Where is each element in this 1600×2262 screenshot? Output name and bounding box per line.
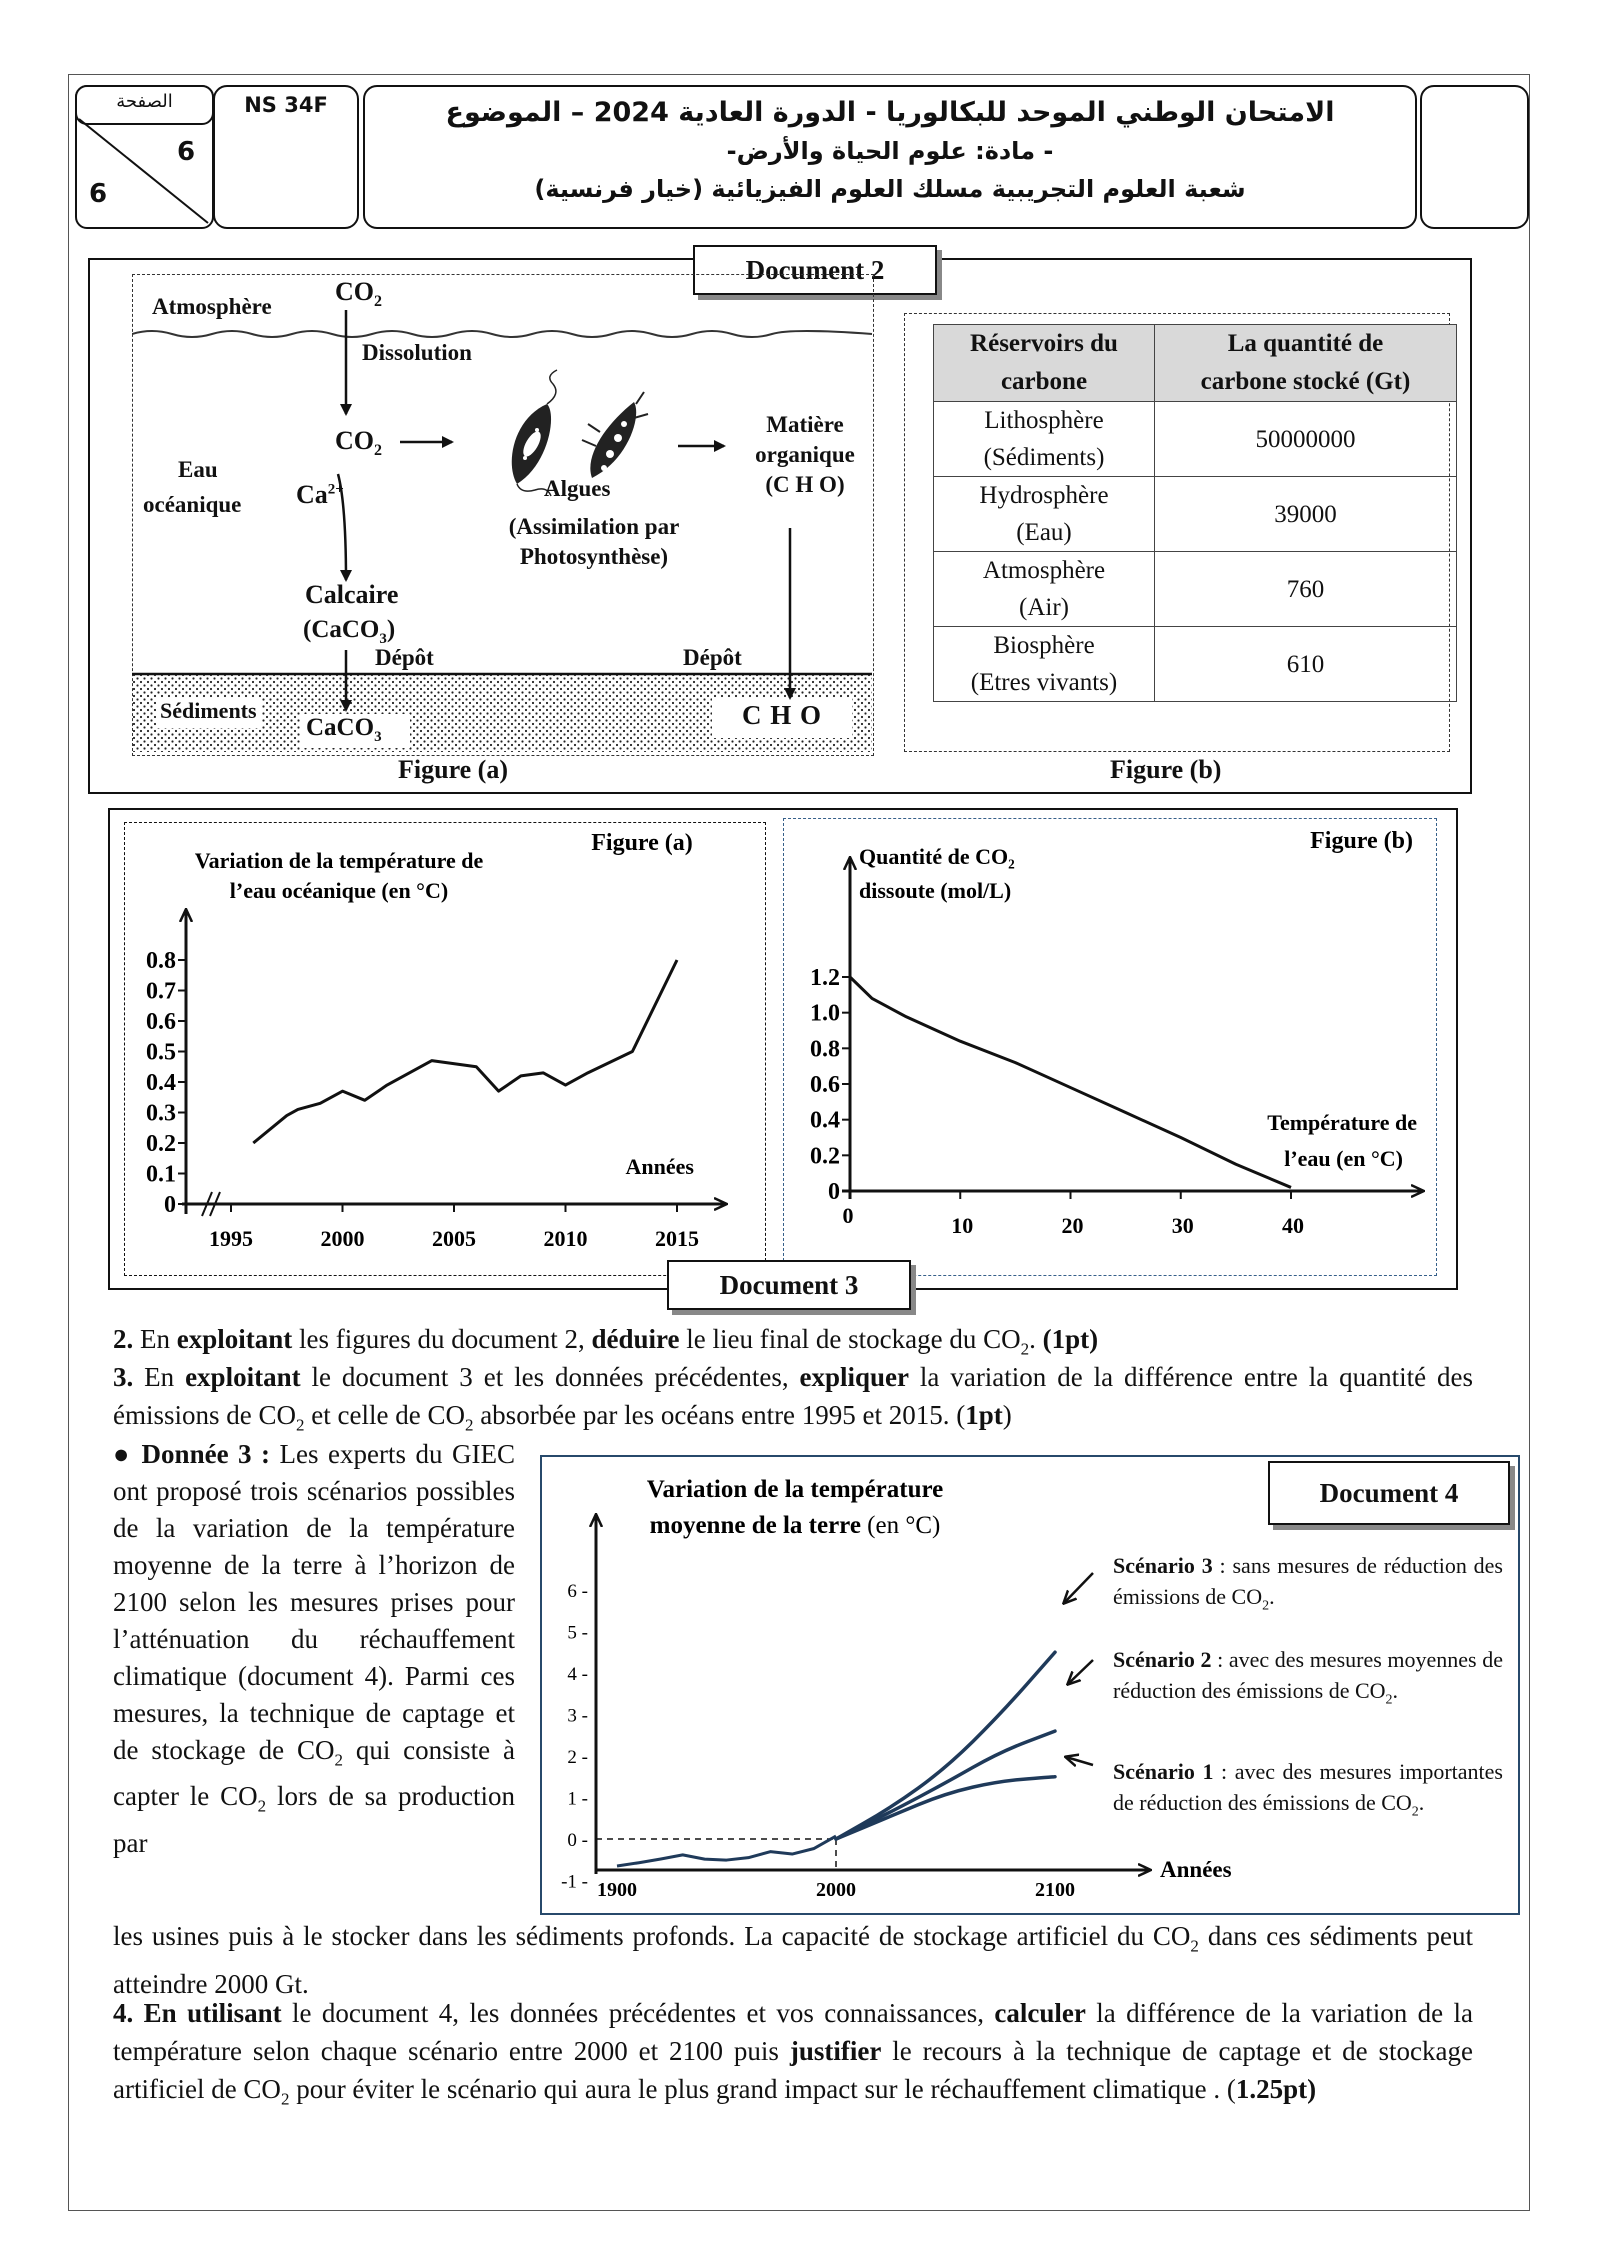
figure-caption: Figure (b) bbox=[1310, 828, 1413, 854]
doc2-figure-b-caption: Figure (b) bbox=[1110, 755, 1222, 784]
history-series-line bbox=[617, 1836, 836, 1866]
figure-caption: Figure (a) bbox=[591, 830, 693, 856]
scenario-3-line bbox=[836, 1652, 1055, 1839]
empty-corner-box bbox=[1420, 85, 1529, 229]
y-tick-label: 0.4 bbox=[810, 1107, 840, 1134]
title-line-2: - مادة: علوم الحياة والأرض- bbox=[726, 137, 1054, 165]
question-3: 3. En exploitant le document 3 et les données précédentes, expliquer la variation de la différence entre la quantité des émissions de $CO_2$ et celle de $CO_2$ absorbée par les océans entre 1995 et 2015. (1pt) bbox=[113, 1362, 1473, 1435]
table-row bbox=[934, 402, 1457, 477]
y-tick-label: 0.8 bbox=[810, 1036, 840, 1063]
x-tick-label: 2000 bbox=[320, 1226, 365, 1251]
scenario-1-line bbox=[836, 1777, 1055, 1839]
label-co2-mid: $CO_2$ bbox=[335, 426, 382, 460]
y-tick-label: 0.6 bbox=[146, 1009, 176, 1035]
y-tick-label: 0 bbox=[164, 1192, 176, 1218]
y-tick-label: 0 bbox=[828, 1179, 840, 1205]
label-atmosphere: Atmosphère bbox=[152, 294, 272, 319]
y-tick-label: 0.1 bbox=[146, 1161, 176, 1188]
scenario-3-text: Scénario 3 : sans mesures de réduction des émissions de $CO_2$. bbox=[1113, 1553, 1503, 1614]
doc3-chart-a bbox=[124, 822, 764, 1277]
x-tick-label: 2000 bbox=[816, 1879, 856, 1901]
page-current: 6 bbox=[177, 137, 196, 167]
y-tick-label: 0 - bbox=[567, 1830, 588, 1851]
algae-icon-2 bbox=[582, 392, 648, 478]
label-organique: organique bbox=[755, 442, 855, 467]
y-tick-label: 0.5 bbox=[146, 1039, 176, 1066]
document-2-label: Document 2 bbox=[693, 245, 937, 295]
title-line-1: الامتحان الوطني الموحد للبكالوريا - الدورة العادية 2024 – الموضوع bbox=[445, 97, 1335, 128]
page-total: 6 bbox=[89, 179, 108, 209]
x-tick-label: 40 bbox=[1282, 1213, 1304, 1238]
question-2: 2. En exploitant les figures du document 2, déduire le lieu final de stockage du $CO_2$. (1pt) bbox=[113, 1324, 1099, 1359]
reservoir-value: 610 bbox=[1155, 627, 1457, 702]
label-depot-2: Dépôt bbox=[683, 645, 742, 670]
y-tick-label: 0.7 bbox=[146, 978, 176, 1005]
y-tick-label: 0.3 bbox=[146, 1100, 176, 1127]
donnee-3-continuation: les usines puis à le stocker dans les sédiments profonds. La capacité de stockage artificiel du $CO_2$ dans ces sédiments peut atteindre 2000 Gt. bbox=[113, 1921, 1473, 2000]
scenario-2-line bbox=[836, 1731, 1055, 1839]
y-tick-label: 1.2 bbox=[810, 965, 840, 991]
x-tick-label: 2010 bbox=[543, 1226, 588, 1251]
document-4-label: Document 4 bbox=[1268, 1461, 1510, 1525]
label-cho-formula: (C H O) bbox=[765, 472, 845, 497]
page-label: الصفحة bbox=[116, 91, 173, 112]
table-row bbox=[934, 627, 1457, 702]
chart-title-line-1: Quantité de CO₂ bbox=[859, 844, 1015, 869]
title-line-3: شعبة العلوم التجريبية مسلك العلوم الفيزيائية (خيار فرنسية) bbox=[534, 175, 1246, 203]
scenario-1-pointer bbox=[1066, 1757, 1093, 1765]
y-tick-label: 1.0 bbox=[810, 1000, 840, 1027]
y-tick-label: 0.2 bbox=[810, 1143, 840, 1170]
label-calcaire: Calcaire bbox=[305, 580, 399, 609]
reservoir-value: 50000000 bbox=[1155, 402, 1457, 477]
x-axis-label: Années bbox=[1160, 1857, 1232, 1882]
chart-title-line-2: moyenne de la terre (en °C) bbox=[649, 1512, 941, 1539]
label-calcium: $Ca^{2+}$ bbox=[296, 480, 344, 509]
y-tick-label: 0.2 bbox=[146, 1131, 176, 1157]
reservoir-value: 39000 bbox=[1155, 477, 1457, 552]
water-surface-line bbox=[132, 331, 872, 337]
table-row bbox=[934, 552, 1457, 627]
scenario-2-text: Scénario 2 : avec des mesures moyennes de réduction des émissions de $CO_2$. bbox=[1113, 1647, 1503, 1708]
x-tick-label: 30 bbox=[1171, 1213, 1194, 1238]
chart-title-line-1: Variation de la température de bbox=[194, 848, 484, 873]
y-tick-label: 1 - bbox=[567, 1788, 588, 1810]
label-depot-1: Dépôt bbox=[375, 645, 434, 670]
label-co2-top: $CO_2$ bbox=[335, 277, 382, 311]
question-4: 4. En utilisant le document 4, les données précédentes et vos connaissances, calculer la différence de la variation de la température selon chaque scénario entre 2000 et 2100 puis justifier le recours à la technique de captage et de stockage artificiel de $CO_2$ pour éviter le scénario qui aura le plus grand impact sur le réchauffement climatique . (1.25pt) bbox=[113, 1998, 1473, 2109]
reservoir-value: 760 bbox=[1155, 552, 1457, 627]
col-header-reservoirs: Réservoirs du carbone bbox=[934, 325, 1155, 402]
label-dissolution: Dissolution bbox=[362, 340, 472, 365]
y-tick-label: 0.4 bbox=[146, 1070, 176, 1096]
reservoir-name: Atmosphère (Air) bbox=[934, 552, 1155, 627]
doc3-chart-b bbox=[783, 818, 1435, 1276]
y-tick-label: 2 - bbox=[567, 1747, 588, 1768]
exam-title-box bbox=[363, 85, 1417, 229]
x-axis-label-line-1: Température de bbox=[1267, 1110, 1417, 1135]
doc2-figure-a-caption: Figure (a) bbox=[398, 755, 508, 784]
y-tick-label: 5 - bbox=[567, 1622, 588, 1644]
label-algues: Algues bbox=[544, 476, 611, 501]
chart-title-line-2: l’eau océanique (en °C) bbox=[229, 878, 449, 903]
scenario-2-pointer bbox=[1068, 1660, 1093, 1684]
label-eau: Eau bbox=[178, 457, 218, 482]
x-tick-label: 1900 bbox=[597, 1879, 637, 1901]
label-sediments: Sédiments bbox=[160, 698, 257, 723]
x-tick-label: 2015 bbox=[655, 1226, 699, 1251]
exam-code-box bbox=[213, 85, 359, 229]
x-tick-label: 1995 bbox=[209, 1226, 253, 1251]
label-cho-sediment: C H O bbox=[742, 700, 823, 730]
x-axis-label-line-2: l’eau (en °C) bbox=[1284, 1146, 1403, 1171]
label-matiere: Matière bbox=[766, 412, 844, 437]
table-header-row bbox=[934, 325, 1457, 402]
y-tick-label: 0.6 bbox=[810, 1072, 840, 1098]
col-header-quantity: La quantité de carbone stocké (Gt) bbox=[1155, 325, 1457, 402]
y-tick-label: 3 - bbox=[567, 1705, 588, 1727]
x-tick-label: 2100 bbox=[1035, 1879, 1075, 1901]
y-tick-label: 0.8 bbox=[146, 948, 176, 974]
label-calcaire-formula: (CaCO$_3$) bbox=[303, 616, 396, 647]
y-tick-label: -1 - bbox=[561, 1871, 588, 1893]
label-caco3-sediment: CaCO$_3$ bbox=[306, 714, 382, 745]
table-row bbox=[934, 477, 1457, 552]
co2-dissolution-series-line bbox=[850, 977, 1291, 1187]
x-tick-label: 10 bbox=[951, 1213, 974, 1238]
label-assimilation-1: (Assimilation par bbox=[508, 514, 680, 539]
x-tick-label: 2005 bbox=[432, 1226, 476, 1251]
page-number-box bbox=[75, 85, 214, 229]
donnee-3-text: ● Donnée 3 : Les experts du GIEC ont proposé trois scénarios possibles de la variation de la température moyenne de la terre à l’horizon de 2100 selon les mesures prises pour l’atténuation du réchauffement climatique (document 4). Parmi ces mesures, la technique de captage et de stockage de $CO_2$ qui consiste à capter le $CO_2$ lors de sa production par bbox=[113, 1439, 515, 1858]
exam-code: NS 34F bbox=[244, 93, 328, 117]
label-assimilation-2: Photosynthèse) bbox=[519, 544, 669, 569]
scenario-1-text: Scénario 1 : avec des mesures importantes de réduction des émissions de $CO_2$. bbox=[1113, 1759, 1503, 1820]
reservoir-name: Biosphère (Etres vivants) bbox=[934, 627, 1155, 702]
carbon-reservoir-table bbox=[933, 324, 1457, 702]
reservoir-name: Hydrosphère (Eau) bbox=[934, 477, 1155, 552]
document-3-label: Document 3 bbox=[667, 1260, 911, 1310]
y-tick-label: 6 - bbox=[567, 1581, 588, 1602]
x-tick-label: 0 bbox=[842, 1203, 854, 1228]
reservoir-name: Lithosphère (Sédiments) bbox=[934, 402, 1155, 477]
temperature-series-line bbox=[253, 960, 677, 1143]
x-axis-label: Années bbox=[625, 1154, 694, 1179]
y-tick-label: 4 - bbox=[567, 1664, 588, 1685]
chart-title-line-2: dissoute (mol/L) bbox=[859, 878, 1012, 903]
chart-title-line-1: Variation de la température bbox=[646, 1476, 944, 1503]
x-tick-label: 20 bbox=[1061, 1213, 1084, 1238]
scenario-3-pointer bbox=[1064, 1573, 1093, 1603]
label-oceanique: océanique bbox=[143, 492, 242, 517]
